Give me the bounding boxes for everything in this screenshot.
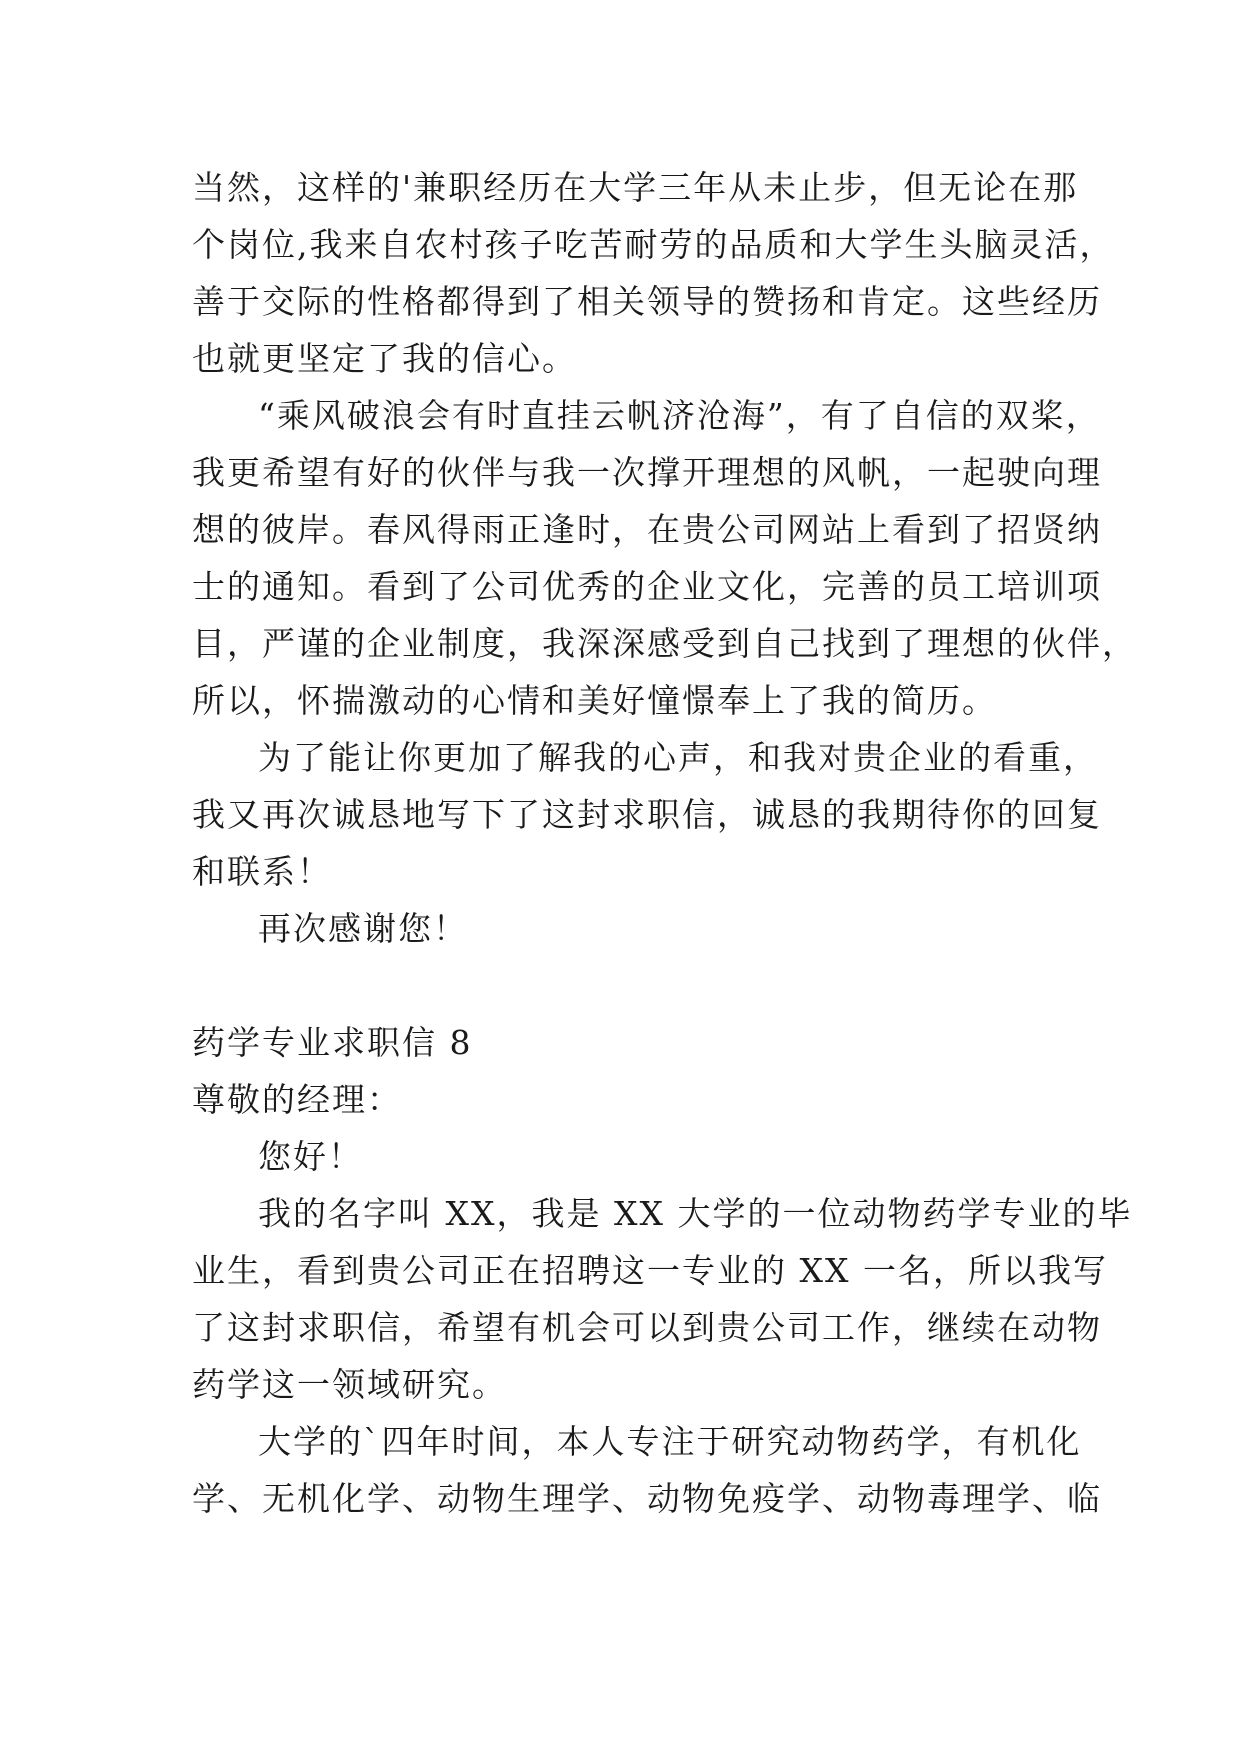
section-heading: 药学专业求职信 8 (192, 1023, 473, 1062)
text-line: “乘风破浪会有时直挂云帆济沧海”，有了自信的双桨， (258, 396, 1101, 435)
text-line: 我又再次诚恳地写下了这封求职信，诚恳的我期待你的回复 (192, 795, 1102, 834)
text-line: 大学的`四年时间，本人专注于研究动物药学，有机化 (258, 1422, 1082, 1461)
text-line: 和联系！ (192, 852, 332, 891)
text-line: 士的通知。看到了公司优秀的企业文化，完善的员工培训项 (192, 567, 1102, 606)
text-line: 我的名字叫 XX，我是 XX 大学的一位动物药学专业的毕 (258, 1194, 1133, 1233)
text-line: 也就更坚定了我的信心。 (192, 339, 577, 378)
text-line: 我更希望有好的伙伴与我一次撑开理想的风帆，一起驶向理 (192, 453, 1102, 492)
text-line: 为了能让你更加了解我的心声，和我对贵企业的看重， (258, 738, 1098, 777)
text-line: 善于交际的性格都得到了相关领导的赞扬和肯定。这些经历 (192, 282, 1102, 321)
text-line: 了这封求职信，希望有机会可以到贵公司工作，继续在动物 (192, 1308, 1102, 1347)
text-line: 再次感谢您！ (258, 909, 468, 948)
text-line: 想的彼岸。春风得雨正逢时，在贵公司网站上看到了招贤纳 (192, 510, 1102, 549)
text-line: 所以，怀揣激动的心情和美好憧憬奉上了我的简历。 (192, 681, 997, 720)
text-line: 业生，看到贵公司正在招聘这一专业的 XX 一名，所以我写 (192, 1251, 1108, 1290)
text-line: 药学这一领域研究。 (192, 1365, 507, 1404)
text-line: 个岗位,我来自农村孩子吃苦耐劳的品质和大学生头脑灵活， (192, 225, 1115, 264)
salutation: 尊敬的经理： (192, 1080, 402, 1119)
greeting: 您好！ (258, 1137, 363, 1176)
text-line: 学、无机化学、动物生理学、动物免疫学、动物毒理学、临 (192, 1479, 1102, 1518)
text-line: 当然，这样的'兼职经历在大学三年从未止步，但无论在那 (192, 168, 1079, 207)
text-line: 目，严谨的企业制度，我深深感受到自己找到了理想的伙伴， (192, 624, 1137, 663)
